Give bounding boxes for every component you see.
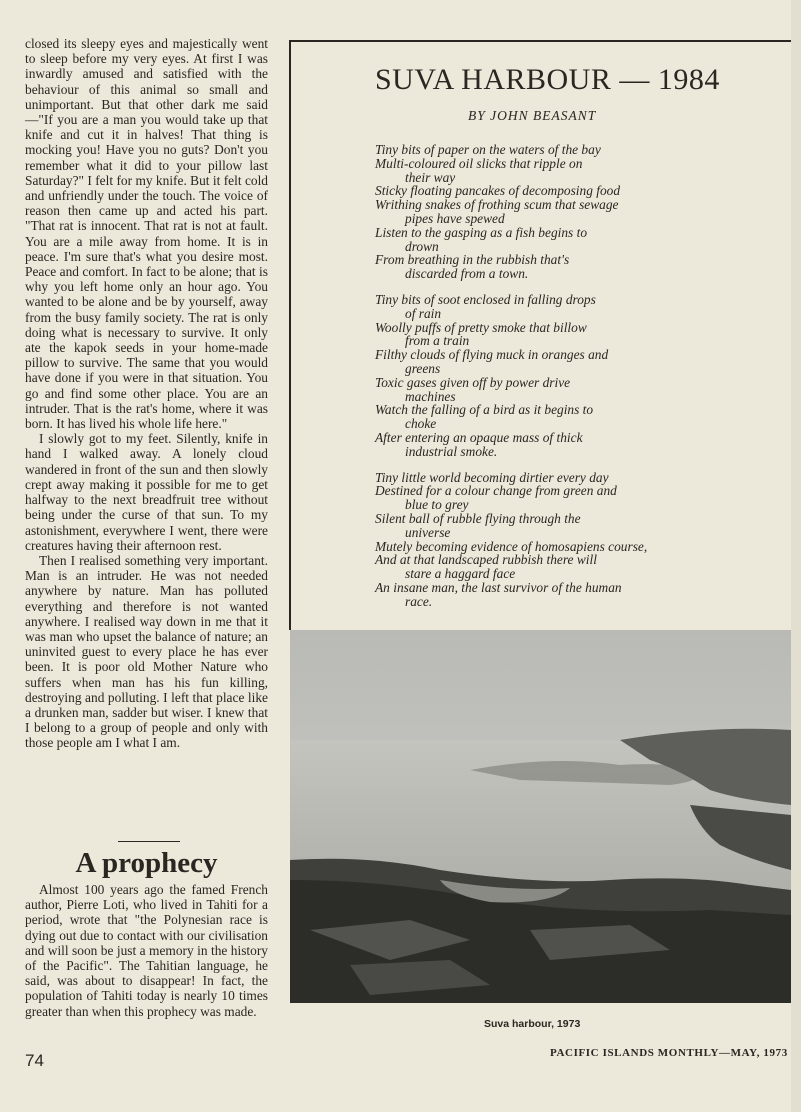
poem-byline: BY JOHN BEASANT (468, 108, 597, 123)
article-continuation (25, 36, 268, 751)
poem-title: SUVA HARBOUR — 1984 (375, 63, 720, 96)
page-number: 74 (25, 1051, 44, 1070)
prophecy-paragraph: Almost 100 years ago the famed French author, Pierre Loti, who lived in Tahiti for a period, wrote that "the Polynesian race is dying out due to contact with our civilisation and will soon be just a memory in the history of the Pacific". The Tahitian language, he said, was about to disappear! In fact, the population of Tahiti today is nearly 10 times greater than when this prophecy was made. (25, 882, 268, 1019)
poem-body (375, 143, 725, 621)
poem-line-continuation: industrial smoke. (405, 443, 498, 459)
harbour-photo (290, 630, 791, 1003)
poem-line: Tiny little world becoming dirtier every day (375, 469, 609, 485)
poem-line-continuation: stare a haggard face (405, 566, 516, 582)
running-footer: PACIFIC ISLANDS MONTHLY—MAY, 1973 (550, 1047, 788, 1059)
article-paragraph: Then I realised something very important. Man is an intruder. He was not needed anywhere by nature. Man has polluted everything and therefore is not wanted anywhere. I realised way down in me that it was man who upset the balance of nature; an uninvited guest to every place he has ever been. It is poor old Mother Nature who suffers when man has his fun killing, destroying and polluting. I left that place like a drunken man, sadder but wiser. I knew that I belong to a group of people and only with those people am I what I am. (25, 552, 268, 751)
poem-line-continuation: drown (405, 238, 439, 254)
poem-line: Writhing snakes of frothing scum that sewage (375, 197, 619, 213)
poem-line-continuation: discarded from a town. (405, 266, 529, 282)
page-edge (791, 0, 801, 1112)
poem-line-continuation: race. (405, 593, 433, 609)
poem-stanza (375, 471, 725, 609)
poem-line: Watch the falling of a bird as it begins to (375, 402, 594, 418)
poem-line-continuation: pipes have spewed (405, 210, 505, 226)
poem-line: From breathing in the rubbish that's (375, 252, 570, 268)
poem-line: Silent ball of rubble flying through the (375, 510, 581, 526)
section-divider (118, 841, 180, 842)
poem-line: Mutely becoming evidence of homosapiens course, (375, 538, 648, 554)
poem-line-continuation: of rain (405, 305, 442, 321)
poem-line: Filthy clouds of flying muck in oranges and (375, 347, 609, 363)
poem-line: Sticky floating pancakes of decomposing food (375, 183, 621, 199)
poem-line: Tiny bits of soot enclosed in falling drops (375, 291, 596, 307)
poem-line: Listen to the gasping as a fish begins to (375, 224, 588, 240)
photo-caption: Suva harbour, 1973 (484, 1018, 581, 1030)
poem-line: Destined for a colour change from green and (375, 483, 617, 499)
article-paragraph: closed its sleepy eyes and majestically went to sleep before my very eyes. At first I was inwardly amused and satisfied with the behaviour of this animal so small and unimportant. But that other dark me said—"If you are a man you would take up that knife and cut it in halves! That thing is mocking you! Have you no guts? Don't you remember what it did to your pillow last Saturday?" I felt for my knife. But it felt cold and unfriendly under the touch. The voice of reason then came up and acted his part. "That rat is innocent. That rat is not at fault. You are a mile away from home. It is in peace. I'm sure that's what you desire most. Peace and comfort. In fact to be alone; that is why you left home only an hour ago. You wanted to be alone and be by yourself, away from the busy family society. The rat is only doing what is necessary to survive. It only ate the kapok seeds in your home-made pillow to survive. The same that you would have done if you were in that situation. You go and find some other place. You are an intruder. That is the rat's home, where it was born. It has lived his whole life here." (25, 36, 268, 432)
poem-line-continuation: machines (405, 388, 456, 404)
poem-line: Tiny bits of paper on the waters of the bay (375, 142, 601, 157)
poem-line: Toxic gases given off by power drive (375, 374, 571, 390)
poem-line: And at that landscaped rubbish there will (375, 552, 597, 568)
poem-line-continuation: blue to grey (405, 497, 469, 513)
prophecy-heading: A prophecy (75, 847, 218, 879)
poem-line: Woolly puffs of pretty smoke that billow (375, 319, 587, 335)
poem-stanza (375, 143, 725, 281)
article-paragraph: I slowly got to my feet. Silently, knife in hand I walked away. A lonely cloud wandered in front of the sun and then slowly crept away making it possible for me to get halfway to the next breadfruit tree without being under the curse of that sun. To my astonishment, everywhere I went, there were creatures having their afternoon rest. (25, 431, 268, 553)
poem-line-continuation: their way (405, 169, 456, 185)
poem-line-continuation: from a train (405, 333, 470, 349)
poem-line-continuation: choke (405, 416, 437, 432)
poem-line-continuation: universe (405, 524, 451, 540)
poem-stanza (375, 293, 725, 459)
poem-line: Multi-coloured oil slicks that ripple on (375, 155, 583, 171)
poem-line: After entering an opaque mass of thick (375, 429, 583, 445)
poem-line: An insane man, the last survivor of the human (375, 579, 622, 595)
poem-line-continuation: greens (405, 360, 441, 376)
